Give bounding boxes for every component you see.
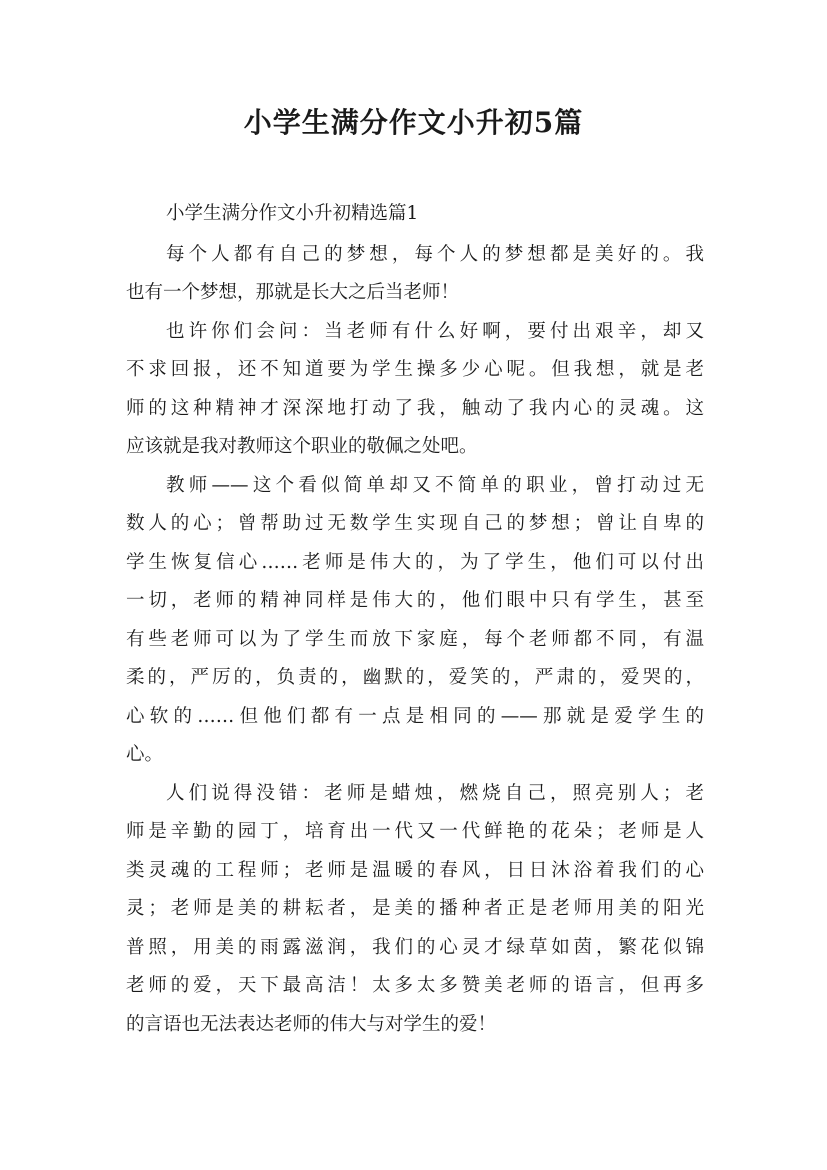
paragraph-line: 也有一个梦想，那就是长大之后当老师！ [126,282,460,303]
paragraph-line: 学生恢复信心……老师是伟大的，为了学生，他们可以付出 [126,551,704,573]
document-body [126,197,704,1044]
paragraph-line: 老师的爱，天下最高洁！太多太多赞美老师的语言，但再多 [126,975,704,996]
paragraph-line: 有些老师可以为了学生而放下家庭，每个老师都不同，有温 [126,628,704,650]
paragraph [126,467,704,775]
paragraph [126,313,704,467]
paragraph-line: 人们说得没错：老师是蜡烛，燃烧自己，照亮别人；老 [166,782,704,804]
paragraph-line: 教师——这个看似简单却又不简单的职业，曾打动过无 [166,474,704,496]
paragraph-line: 柔的，严厉的，负责的，幽默的，爱笑的，严肃的，爱哭的， [126,667,704,688]
paragraph-line: 不求回报，还不知道要为学生操多少心呢。但我想，就是老 [126,359,704,380]
section-heading: 小学生满分作文小升初精选篇1 [166,203,419,224]
paragraph-line: 应该就是我对教师这个职业的敬佩之处吧。 [126,436,478,457]
paragraph-line: 类灵魂的工程师；老师是温暖的春风，日日沐浴着我们的心 [126,859,704,881]
paragraph-line: 灵；老师是美的耕耘者，是美的播种者正是老师用美的阳光 [126,898,704,919]
document-title: 小学生满分作文小升初5篇 [243,106,584,139]
paragraph-line: 一切，老师的精神同样是伟大的，他们眼中只有学生，甚至 [126,590,704,611]
paragraph-line: 也许你们会问：当老师有什么好啊，要付出艰辛，却又 [166,320,704,342]
paragraph-line: 师的这种精神才深深地打动了我，触动了我内心的灵魂。这 [126,397,704,419]
paragraph-line: 心。 [126,744,164,765]
paragraph-line: 普照，用美的雨露滋润，我们的心灵才绿草如茵，繁花似锦 [126,936,704,958]
paragraph-line: 的言语也无法表达老师的伟大与对学生的爱！ [126,1013,497,1035]
paragraph [126,236,704,313]
paragraph-line: 心软的……但他们都有一点是相同的——那就是爱学生的 [126,705,704,727]
paragraph-line: 数人的心；曾帮助过无数学生实现自己的梦想；曾让自卑的 [126,513,704,534]
paragraph-line: 每个人都有自己的梦想，每个人的梦想都是美好的。我 [166,243,704,265]
paragraph [126,775,704,1045]
paragraph-line: 师是辛勤的园丁，培育出一代又一代鲜艳的花朵；老师是人 [126,821,704,842]
